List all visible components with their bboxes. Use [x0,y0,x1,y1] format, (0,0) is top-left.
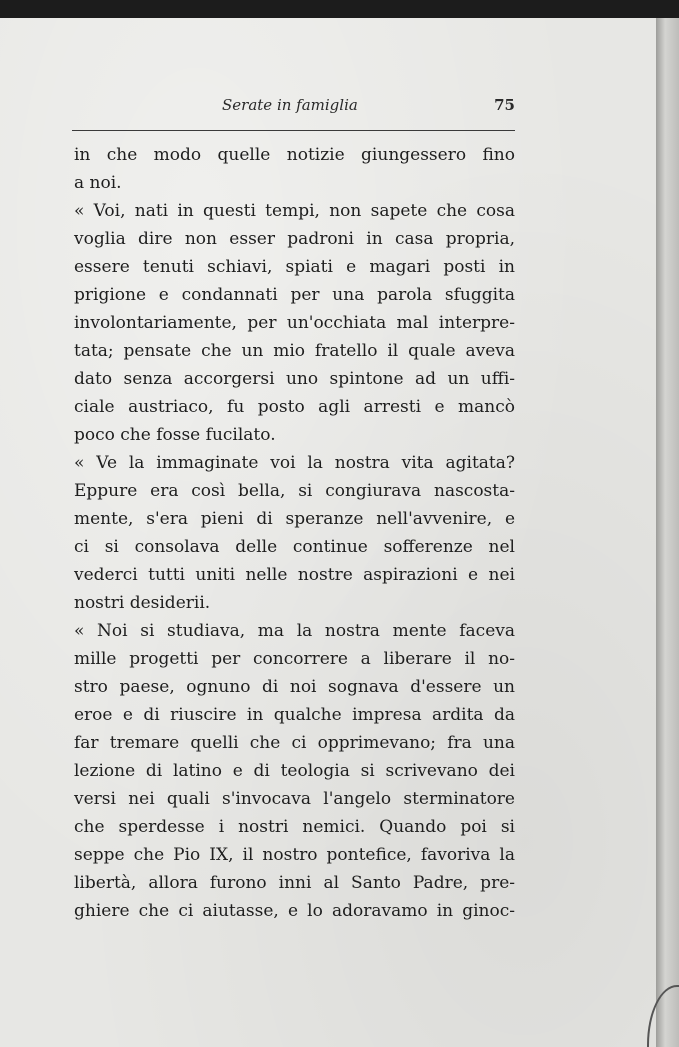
text-line: mille progetti per concorrere a liberare il no- [74,649,515,669]
text-line: a noi. [74,173,122,193]
text-line: involontariamente, per un'occhiata mal interpre- [74,313,515,333]
text-line: essere tenuti schiavi, spiati e magari posti in [74,257,515,277]
text-line: poco che fosse fucilato. [74,425,276,445]
text-line: che sperdesse i nostri nemici. Quando poi si [74,817,515,837]
text-line: ciale austriaco, fu posto agli arresti e mancò [74,397,515,417]
body-text [74,141,515,925]
text-line: vederci tutti uniti nelle nostre aspirazioni e nei [74,565,515,585]
text-line: ghiere che ci aiutasse, e lo adoravamo in ginoc- [74,901,515,921]
adjacent-page-edge [656,18,679,1047]
text-line: voglia dire non esser padroni in casa propria, [74,229,515,249]
text-line: « Ve la immaginate voi la nostra vita agitata? [74,453,515,473]
page-number: 75 [494,96,515,114]
text-line: in che modo quelle notizie giungessero fino [74,145,515,165]
running-head [72,96,515,118]
text-line: « Noi si studiava, ma la nostra mente faceva [74,621,515,641]
text-line: libertà, allora furono inni al Santo Padre, pre- [74,873,515,893]
text-line: mente, s'era pieni di speranze nell'avvenire, e [74,509,515,529]
text-line: versi nei quali s'invocava l'angelo sterminatore [74,789,515,809]
text-line: Eppure era così bella, si congiurava nascosta- [74,481,515,501]
text-line: far tremare quelli che ci opprimevano; fra una [74,733,515,753]
text-line: stro paese, ognuno di noi sognava d'essere un [74,677,515,697]
text-line: ci si consolava delle continue sofferenze nel [74,537,515,557]
text-line: nostri desiderii. [74,593,211,613]
text-line: tata; pensate che un mio fratello il quale aveva [74,341,515,361]
text-line: eroe e di riuscire in qualche impresa ardita da [74,705,515,725]
text-line: prigione e condannati per una parola sfuggita [74,285,515,305]
header-rule [72,130,515,131]
text-line: seppe che Pio IX, il nostro pontefice, favoriva la [74,845,515,865]
running-title: Serate in famiglia [222,96,358,114]
text-line: dato senza accorgersi uno spintone ad un uffi- [74,369,515,389]
text-line: « Voi, nati in questi tempi, non sapete che cosa [74,201,515,221]
text-line: lezione di latino e di teologia si scrivevano dei [74,761,515,781]
